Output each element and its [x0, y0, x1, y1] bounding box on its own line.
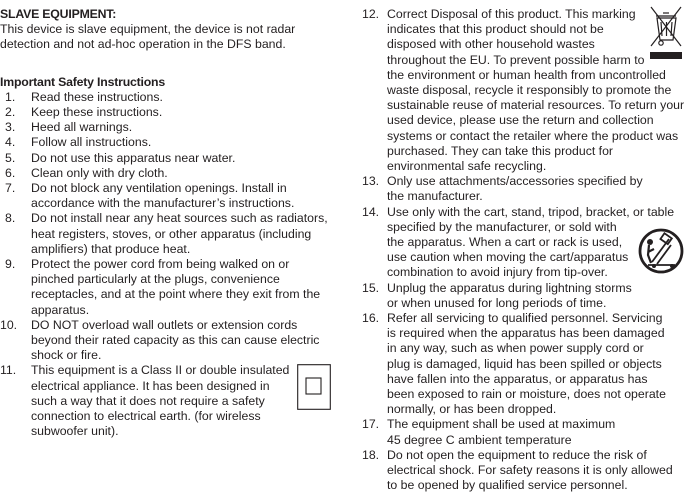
item-number: 4.: [5, 135, 16, 150]
item-text-line: Heed all warnings.: [31, 120, 133, 135]
safety-heading: Important Safety Instructions: [0, 74, 166, 89]
item-number: 1.: [5, 89, 16, 104]
instruction-item: [362, 174, 687, 204]
item-number: 8.: [5, 211, 16, 226]
item-text-line: been exposed to rain or moisture, does not operate: [387, 387, 666, 402]
item-text-line: Correct Disposal of this product. This marking: [387, 7, 636, 21]
item-text-line: indicates that this product should not be: [387, 22, 604, 37]
instruction-item: [362, 7, 687, 174]
item-text-line: electrical appliance. It has been designed in: [31, 378, 270, 393]
item-text-line: the apparatus. When a cart or rack is used,: [387, 235, 623, 250]
instruction-item: [0, 105, 330, 120]
item-text-line: disposed with other household wastes: [387, 37, 595, 52]
item-text-line: the environment or human health from uncontrolled: [387, 67, 666, 82]
instruction-item: [0, 181, 330, 211]
item-text-line: apparatus.: [31, 302, 90, 317]
instruction-item: [0, 166, 330, 181]
instruction-item: [0, 211, 330, 257]
slave-line: This device is slave equipment, the device is not radar: [0, 22, 296, 37]
item-number: 6.: [5, 165, 16, 180]
item-number: 18.: [362, 447, 380, 462]
item-text-line: specified by the manufacturer, or sold with: [387, 219, 617, 234]
item-number: 9.: [5, 257, 16, 272]
instruction-item: [0, 151, 330, 166]
instruction-item: [362, 448, 687, 494]
item-number: 16.: [362, 311, 380, 326]
item-number: 12.: [362, 7, 380, 21]
item-number: 2.: [5, 105, 16, 120]
item-number: 3.: [5, 120, 16, 135]
instruction-item: [0, 363, 330, 439]
instruction-item: [362, 311, 687, 417]
item-text-line: 45 degree C ambient temperature: [387, 432, 572, 447]
item-text-line: plug is damaged, liquid has been spilled or objects: [387, 356, 662, 371]
item-text-line: DO NOT overload wall outlets or extension cords: [31, 317, 298, 332]
item-text-line: Do not install near any heat sources such as radiators,: [31, 211, 328, 226]
item-text-line: purchased. They can take this product for: [387, 143, 614, 158]
item-text-line: Clean only with dry cloth.: [31, 165, 168, 180]
left-column: [0, 7, 330, 439]
item-text-line: beyond their rated capacity as this can cause electric: [31, 333, 320, 348]
slave-heading: SLAVE EQUIPMENT:: [0, 7, 117, 21]
item-text-line: Use only with the cart, stand, tripod, bracket, or table: [387, 204, 675, 219]
item-text-line: This equipment is a Class II or double insulated: [31, 363, 290, 378]
item-text-line: such a way that it does not require a safety: [31, 393, 265, 408]
item-number: 11.: [0, 363, 17, 378]
instruction-item: [362, 417, 687, 447]
item-text-line: is required when the apparatus has been damaged: [387, 326, 665, 341]
item-text-line: Read these instructions.: [31, 89, 163, 104]
item-text-line: the manufacturer.: [387, 189, 483, 204]
item-text-line: amplifiers) that produce heat.: [31, 241, 191, 256]
item-text-line: environmental safe recycling.: [387, 159, 547, 174]
item-text-line: in any way, such as when power supply cord or: [387, 341, 644, 356]
crossed-out-wheelie-bin-icon: [646, 2, 686, 60]
item-text-line: Protect the power cord from being walked on or: [31, 257, 290, 272]
cart-tip-over-warning-icon: [638, 222, 684, 280]
class-ii-double-square-icon: [297, 364, 331, 410]
item-text-line: to be opened by qualified service personnel.: [387, 478, 628, 493]
item-number: 14.: [362, 204, 380, 219]
item-text-line: waste disposal, recycle it responsibly to promote the: [387, 83, 672, 98]
item-text-line: systems or contact the retailer where the product was: [387, 128, 679, 143]
item-text-line: Follow all instructions.: [31, 135, 152, 150]
item-number: 5.: [5, 150, 16, 165]
item-text-line: used device, please use the return and collection: [387, 113, 654, 128]
item-text-line: or when unused for long periods of time.: [387, 295, 607, 310]
item-text-line: Do not open the equipment to reduce the risk of: [387, 447, 647, 462]
item-number: 7.: [5, 181, 16, 196]
item-text-line: combination to avoid injury from tip-over.: [387, 265, 608, 280]
item-text-line: receptacles, and at the point where they exit from the: [31, 287, 321, 302]
item-text-line: Refer all servicing to qualified personnel. Servicing: [387, 311, 663, 326]
item-text-line: electrical shock. For safety reasons it is only allowed: [387, 463, 673, 478]
item-text-line: pinched particularly at the plugs, convenience: [31, 272, 280, 287]
item-text-line: The equipment shall be used at maximum: [387, 417, 616, 432]
item-text-line: Do not block any ventilation openings. Install in: [31, 181, 287, 196]
item-number: 10.: [0, 317, 18, 332]
instruction-item: [0, 135, 330, 150]
item-text-line: shock or fire.: [31, 348, 102, 363]
instruction-item: [0, 257, 330, 318]
item-text-line: use caution when moving the cart/apparatus: [387, 250, 629, 265]
item-text-line: Do not use this apparatus near water.: [31, 150, 236, 165]
item-text-line: heat registers, stoves, or other apparatus (including: [31, 226, 312, 241]
item-text-line: subwoofer unit).: [31, 424, 119, 439]
slave-line: detection and not ad-hoc operation in the DFS band.: [0, 37, 286, 52]
item-text-line: Unplug the apparatus during lightning storms: [387, 280, 632, 295]
instruction-item: [0, 90, 330, 105]
item-text-line: have fallen into the apparatus, or apparatus has: [387, 371, 648, 386]
item-text-line: Only use attachments/accessories specified by: [387, 174, 643, 189]
item-text-line: normally, or has been dropped.: [387, 402, 557, 417]
item-number: 15.: [362, 280, 380, 295]
item-number: 17.: [362, 417, 380, 432]
instruction-item: [0, 120, 330, 135]
item-number: 13.: [362, 174, 380, 189]
item-text-line: connection to electrical earth. (for wireless: [31, 409, 261, 424]
slave-text: [0, 22, 330, 52]
instruction-item: [362, 281, 687, 311]
instruction-list-left: [0, 90, 330, 440]
instruction-item: [0, 318, 330, 364]
item-text-line: throughout the EU. To prevent possible harm to: [387, 52, 645, 67]
item-text-line: accordance with the manufacturer’s instructions.: [31, 196, 295, 211]
item-text-line: sustainable reuse of material resources. To return your: [387, 98, 685, 113]
item-text-line: Keep these instructions.: [31, 105, 163, 120]
